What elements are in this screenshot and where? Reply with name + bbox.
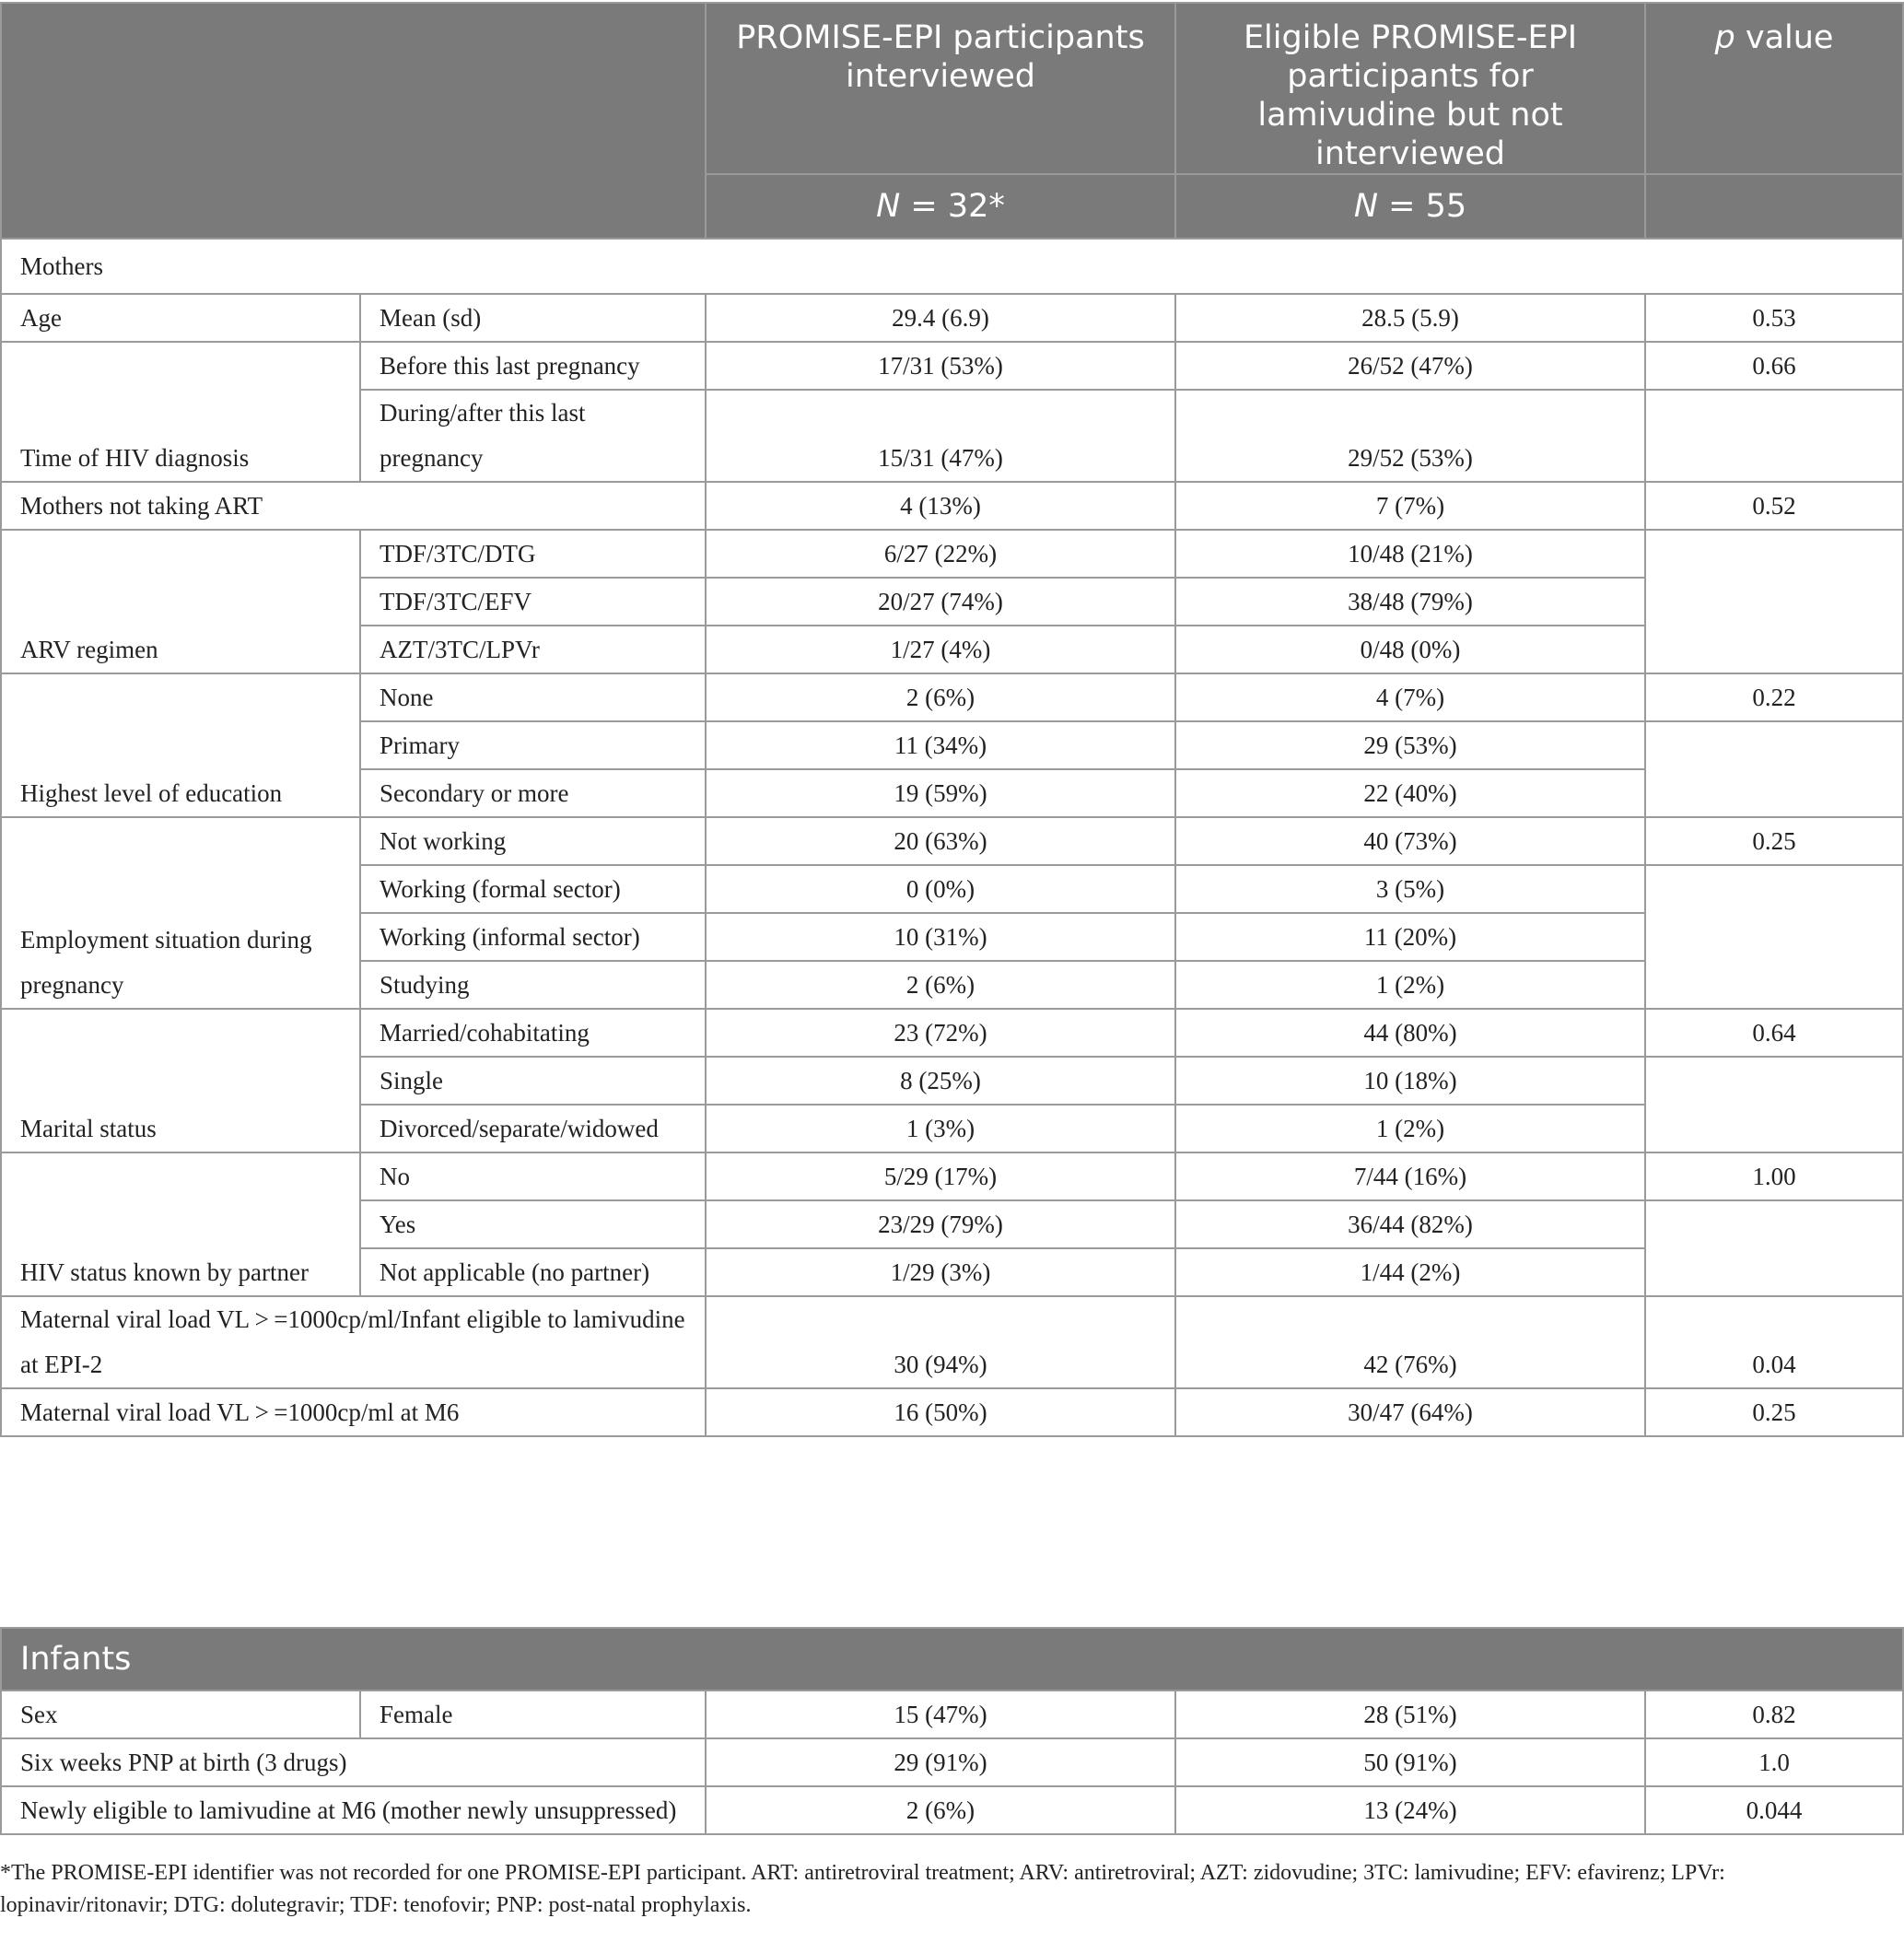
row-sublabel: No: [360, 1152, 706, 1200]
value-interviewed: 23 (72%): [706, 1009, 1175, 1057]
value-not-interviewed: 11 (20%): [1175, 913, 1645, 961]
value-interviewed: 1/27 (4%): [706, 626, 1175, 673]
value-not-interviewed: 10/48 (21%): [1175, 530, 1645, 578]
p-value: 0.82: [1645, 1690, 1903, 1738]
row-label: Highest level of education: [1, 673, 360, 817]
value-interviewed: 6/27 (22%): [706, 530, 1175, 578]
p-value: 0.66: [1645, 342, 1903, 390]
mothers-table: [0, 2, 1904, 1437]
value-interviewed: 8 (25%): [706, 1057, 1175, 1105]
row-label: HIV status known by partner: [1, 1152, 360, 1296]
value-interviewed: 15 (47%): [706, 1690, 1175, 1738]
value-not-interviewed: 22 (40%): [1175, 769, 1645, 817]
row-label: ARV regimen: [1, 530, 360, 673]
value-not-interviewed: 7 (7%): [1175, 482, 1645, 530]
value-not-interviewed: 29 (53%): [1175, 721, 1645, 769]
table-footnote: *The PROMISE-EPI identifier was not recorded for one PROMISE-EPI participant. ART: antiretroviral treatment; ARV: antiretroviral; AZT: zidovudine; 3TC: lamivudine; EFV: efavirenz; LPVr: lopinavir/ritonavir; DTG: dolutegravir; TDF: tenofovir; PNP: post-natal prophylaxis.: [0, 1861, 1725, 1917]
value-interviewed: 11 (34%): [706, 721, 1175, 769]
value-interviewed: 10 (31%): [706, 913, 1175, 961]
row-label: Maternal viral load VL > =1000cp/ml/Infant eligible to lamivudine at EPI-2: [1, 1296, 706, 1388]
p-value-empty: [1645, 721, 1903, 817]
row-sublabel: Working (informal sector): [360, 913, 706, 961]
value-interviewed: 2 (6%): [706, 1786, 1175, 1834]
p-value-empty: [1645, 530, 1903, 673]
row-sublabel: Mean (sd): [360, 294, 706, 342]
row-label: Age: [1, 294, 360, 342]
row-sublabel: Married/cohabitating: [360, 1009, 706, 1057]
header-p-rest: value: [1735, 19, 1834, 56]
table-row: [1, 1738, 1903, 1786]
value-interviewed: 0 (0%): [706, 865, 1175, 913]
row-label: Employment situation during pregnancy: [1, 817, 360, 1009]
value-not-interviewed: 7/44 (16%): [1175, 1152, 1645, 1200]
value-interviewed: 30 (94%): [706, 1296, 1175, 1388]
table-row: [1, 1152, 1903, 1200]
table-row: [1, 294, 1903, 342]
p-value: 0.22: [1645, 673, 1903, 721]
row-sublabel: Primary: [360, 721, 706, 769]
value-interviewed: 17/31 (53%): [706, 342, 1175, 390]
row-sublabel: Not applicable (no partner): [360, 1248, 706, 1296]
value-not-interviewed: 42 (76%): [1175, 1296, 1645, 1388]
row-sublabel: AZT/3TC/LPVr: [360, 626, 706, 673]
table-row: [1, 482, 1903, 530]
header-col3: [1645, 3, 1903, 174]
table-row: [1, 342, 1903, 390]
value-not-interviewed: 1 (2%): [1175, 961, 1645, 1009]
row-sublabel: Before this last pregnancy: [360, 342, 706, 390]
value-not-interviewed: 38/48 (79%): [1175, 578, 1645, 626]
row-sublabel: TDF/3TC/DTG: [360, 530, 706, 578]
value-interviewed: 1 (3%): [706, 1105, 1175, 1152]
row-sublabel: Female: [360, 1690, 706, 1738]
value-interviewed: 1/29 (3%): [706, 1248, 1175, 1296]
row-sublabel: Working (formal sector): [360, 865, 706, 913]
value-not-interviewed: 28 (51%): [1175, 1690, 1645, 1738]
p-value: 1.00: [1645, 1152, 1903, 1200]
p-value: 0.25: [1645, 817, 1903, 865]
p-value: 1.0: [1645, 1738, 1903, 1786]
row-sublabel: TDF/3TC/EFV: [360, 578, 706, 626]
value-interviewed: 19 (59%): [706, 769, 1175, 817]
value-not-interviewed: 50 (91%): [1175, 1738, 1645, 1786]
row-label: Mothers not taking ART: [1, 482, 706, 530]
row-sublabel: Divorced/separate/widowed: [360, 1105, 706, 1152]
p-value: 0.53: [1645, 294, 1903, 342]
value-interviewed: 2 (6%): [706, 961, 1175, 1009]
table-row: [1, 1009, 1903, 1057]
header-blank-cell: [1, 3, 706, 239]
mothers-section-label: Mothers: [1, 239, 1903, 294]
infants-header-row: [1, 1628, 1903, 1690]
value-not-interviewed: 1 (2%): [1175, 1105, 1645, 1152]
value-not-interviewed: 10 (18%): [1175, 1057, 1645, 1105]
value-not-interviewed: 40 (73%): [1175, 817, 1645, 865]
row-sublabel: Studying: [360, 961, 706, 1009]
p-value-empty: [1645, 390, 1903, 482]
value-interviewed: 5/29 (17%): [706, 1152, 1175, 1200]
header-n2: [1175, 174, 1645, 239]
table-row: [1, 530, 1903, 578]
infants-table: [0, 1627, 1904, 1835]
p-value-empty: [1645, 865, 1903, 1009]
value-interviewed: 15/31 (47%): [706, 390, 1175, 482]
table-row: [1, 817, 1903, 865]
value-interviewed: 23/29 (79%): [706, 1200, 1175, 1248]
p-value: 0.52: [1645, 482, 1903, 530]
row-label: Time of HIV diagnosis: [1, 342, 360, 482]
row-label: Marital status: [1, 1009, 360, 1152]
n1-rest: = 32*: [900, 188, 1005, 225]
row-sublabel: Secondary or more: [360, 769, 706, 817]
row-label: Newly eligible to lamivudine at M6 (mother newly unsuppressed): [1, 1786, 706, 1834]
value-interviewed: 4 (13%): [706, 482, 1175, 530]
p-value-empty: [1645, 1200, 1903, 1296]
value-not-interviewed: 0/48 (0%): [1175, 626, 1645, 673]
mothers-section-row: [1, 239, 1903, 294]
p-value-empty: [1645, 1057, 1903, 1152]
infants-section-label: Infants: [1, 1628, 1903, 1690]
row-sublabel: During/after this last pregnancy: [360, 390, 706, 482]
value-interviewed: 2 (6%): [706, 673, 1175, 721]
value-not-interviewed: 28.5 (5.9): [1175, 294, 1645, 342]
row-sublabel: None: [360, 673, 706, 721]
value-not-interviewed: 30/47 (64%): [1175, 1388, 1645, 1436]
p-value: 0.04: [1645, 1296, 1903, 1388]
p-value: 0.25: [1645, 1388, 1903, 1436]
table-row: [1, 1786, 1903, 1834]
row-label: Six weeks PNP at birth (3 drugs): [1, 1738, 706, 1786]
value-not-interviewed: 1/44 (2%): [1175, 1248, 1645, 1296]
row-label: Maternal viral load VL > =1000cp/ml at M6: [1, 1388, 706, 1436]
row-label: Sex: [1, 1690, 360, 1738]
header-col1: PROMISE-EPI participants interviewed: [706, 3, 1175, 174]
n1-italic: N: [876, 188, 901, 225]
header-n3: [1645, 174, 1903, 239]
n2-italic: N: [1353, 188, 1379, 225]
value-interviewed: 29 (91%): [706, 1738, 1175, 1786]
value-not-interviewed: 44 (80%): [1175, 1009, 1645, 1057]
table-row: [1, 1388, 1903, 1436]
header-n1: [706, 174, 1175, 239]
p-value: 0.044: [1645, 1786, 1903, 1834]
n2-rest: = 55: [1378, 188, 1467, 225]
p-value: 0.64: [1645, 1009, 1903, 1057]
value-not-interviewed: 4 (7%): [1175, 673, 1645, 721]
value-not-interviewed: 13 (24%): [1175, 1786, 1645, 1834]
value-not-interviewed: 29/52 (53%): [1175, 390, 1645, 482]
row-sublabel: Single: [360, 1057, 706, 1105]
row-sublabel: Yes: [360, 1200, 706, 1248]
row-sublabel: Not working: [360, 817, 706, 865]
header-col2: Eligible PROMISE-EPI participants for lamivudine but not interviewed: [1175, 3, 1645, 174]
value-not-interviewed: 26/52 (47%): [1175, 342, 1645, 390]
value-interviewed: 20 (63%): [706, 817, 1175, 865]
value-not-interviewed: 36/44 (82%): [1175, 1200, 1645, 1248]
table-row: [1, 673, 1903, 721]
value-interviewed: 16 (50%): [706, 1388, 1175, 1436]
value-interviewed: 29.4 (6.9): [706, 294, 1175, 342]
table-row: [1, 1296, 1903, 1388]
value-not-interviewed: 3 (5%): [1175, 865, 1645, 913]
header-row: [1, 3, 1903, 174]
table-row: [1, 1690, 1903, 1738]
value-interviewed: 20/27 (74%): [706, 578, 1175, 626]
header-p-italic: p: [1714, 19, 1735, 56]
